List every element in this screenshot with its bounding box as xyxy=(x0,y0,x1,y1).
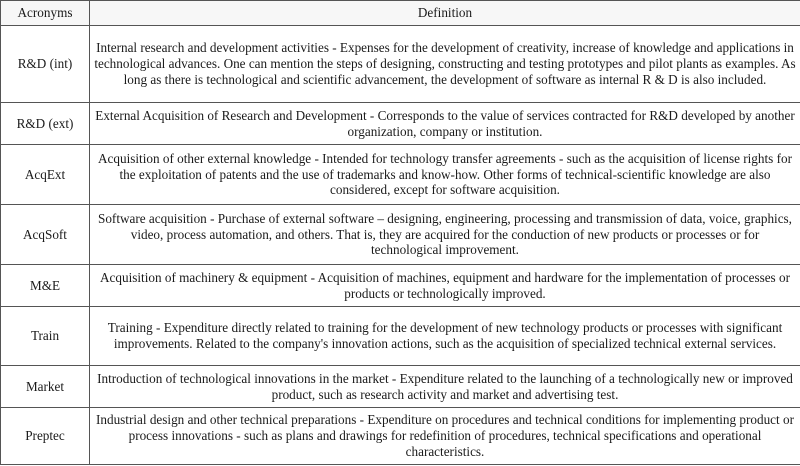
acronym-cell: AcqExt xyxy=(1,145,90,205)
table-row xyxy=(1,408,800,465)
acronym-cell: R&D (ext) xyxy=(1,103,90,145)
definition-cell: Acquisition of machinery & equipment - Acquisition of machines, equipment and hardware for the implementation of processes or products or technologically improved. xyxy=(90,265,800,307)
acronym-cell: Market xyxy=(1,366,90,408)
definition-cell: Training - Expenditure directly related to training for the development of new technology products or processes with significant improvements. Related to the company's innovation actions, such as the acquisition of specialized technical external services. xyxy=(90,307,800,366)
acronym-cell: R&D (int) xyxy=(1,26,90,103)
table-row xyxy=(1,103,800,145)
definition-cell: Introduction of technological innovations in the market - Expenditure related to the launching of a technologically new or improved product, such as research activity and market and advertising test. xyxy=(90,366,800,408)
acronym-cell: Train xyxy=(1,307,90,366)
header-definition: Definition xyxy=(90,1,800,26)
table-row xyxy=(1,366,800,408)
table-row xyxy=(1,26,800,103)
table-header xyxy=(1,1,800,26)
definition-cell: Industrial design and other technical preparations - Expenditure on procedures and technical conditions for implementing product or process innovations - such as plans and drawings for redefinition of procedures, technical specifications and operational characteristics. xyxy=(90,408,800,465)
definition-cell: Software acquisition - Purchase of external software – designing, engineering, processing and transmission of data, voice, graphics, video, process automation, and others. That is, they are acquired for the conduction of new products or processes or for technological improvement. xyxy=(90,205,800,265)
acronym-cell: AcqSoft xyxy=(1,205,90,265)
table-row xyxy=(1,145,800,205)
header-acronyms: Acronyms xyxy=(1,1,90,26)
definition-cell: Acquisition of other external knowledge - Intended for technology transfer agreements - such as the acquisition of license rights for the exploitation of patents and the use of trademarks and know-how. Other forms of technical-scientific knowledge are also considered, except for software acquisition. xyxy=(90,145,800,205)
table-row xyxy=(1,205,800,265)
acronym-cell: Preptec xyxy=(1,408,90,465)
definition-cell: External Acquisition of Research and Development - Corresponds to the value of services contracted for R&D developed by another organization, company or institution. xyxy=(90,103,800,145)
table-row xyxy=(1,307,800,366)
table-row xyxy=(1,265,800,307)
definition-cell: Internal research and development activities - Expenses for the development of creativity, increase of knowledge and applications in technological advances. One can mention the steps of designing, constructing and testing prototypes and pilot plants as examples. As long as there is technological and scientific advancement, the development of software as internal R & D is also included. xyxy=(90,26,800,103)
acronym-cell: M&E xyxy=(1,265,90,307)
table-body xyxy=(1,26,800,465)
header-row xyxy=(1,1,800,26)
